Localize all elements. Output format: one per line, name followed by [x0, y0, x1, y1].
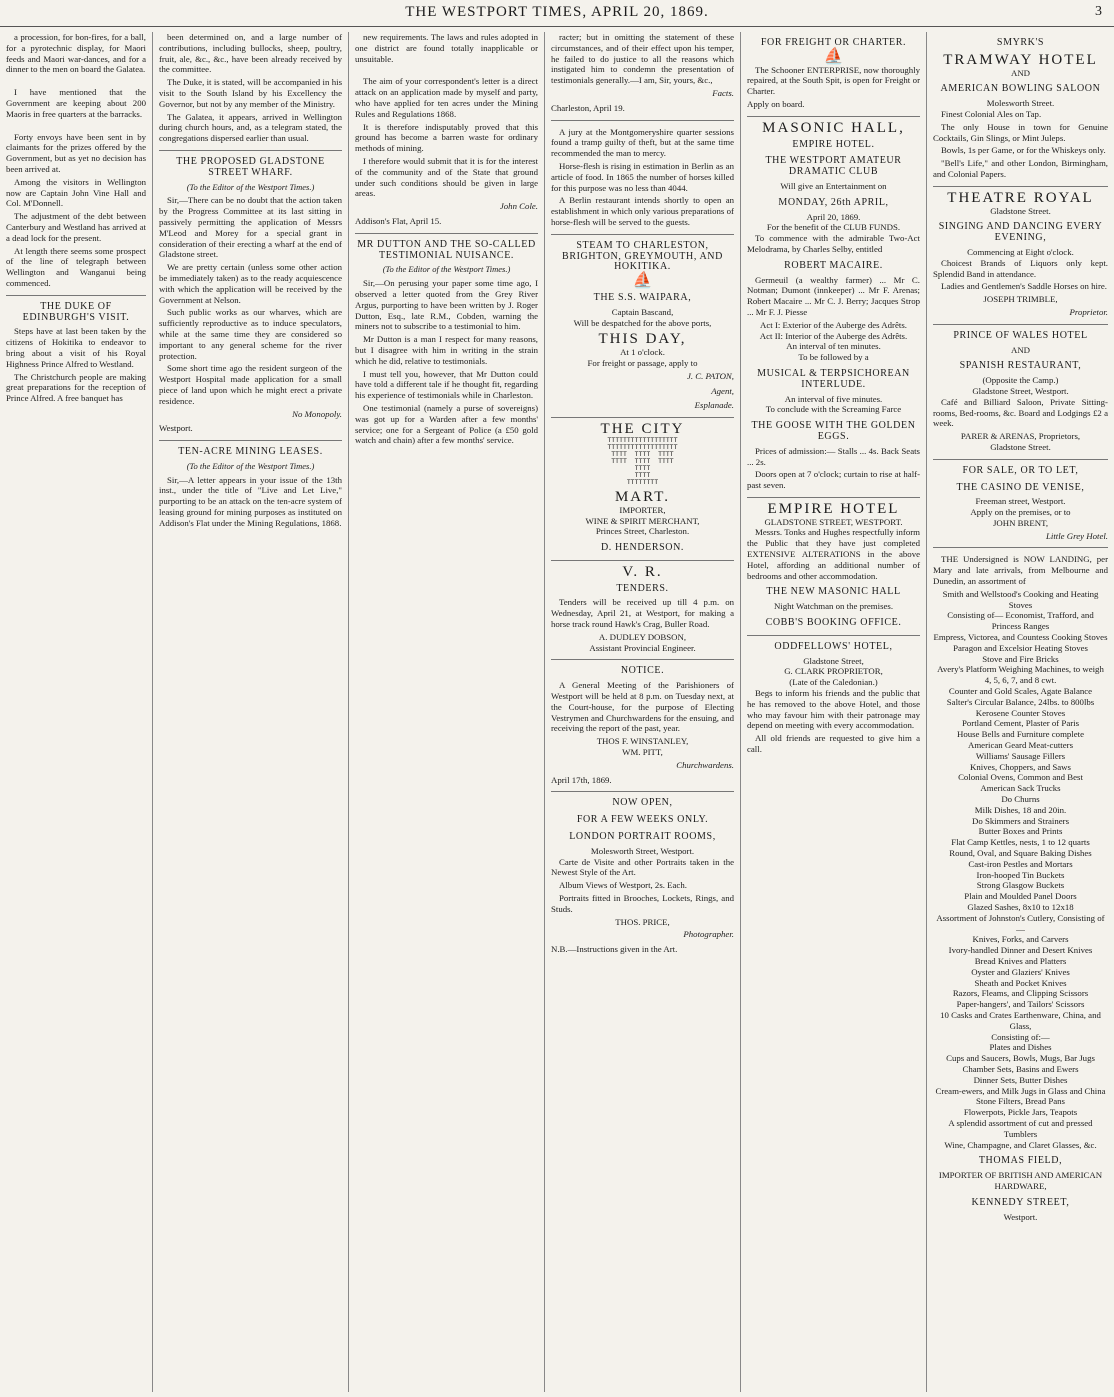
list-item: Cream-ewers, and Milk Jugs in Glass and China	[935, 1085, 1106, 1096]
ad-line: J. C. PATON,	[686, 370, 734, 381]
article-paragraph: At length there seems some prospect of the line of telegraph between Wellington and Wanganui being commenced.	[6, 245, 146, 288]
ad-line: To be followed by a	[798, 352, 869, 363]
list-item: Ivory-handled Dinner and Desert Knives	[948, 945, 1093, 956]
signature: Facts.	[712, 87, 734, 98]
ship-icon: ⛵	[823, 47, 844, 65]
ad-line: Proprietor.	[1069, 306, 1108, 317]
ad-body: Doors open at 7 o'clock; curtain to rise at half-past seven.	[747, 469, 920, 491]
ad-headline: FOR FREIGHT OR CHARTER.	[760, 37, 907, 48]
article-paragraph: The Christchurch people are making great preparations for the reception of Prince Alfred. A free banquet has	[6, 371, 146, 404]
ad-line: At 1 o'clock.	[620, 347, 665, 358]
ad-line: Gladstone Street.	[990, 205, 1051, 216]
ad-line: AMERICAN BOWLING SALOON	[940, 83, 1101, 95]
ad-line: For freight or passage, apply to	[587, 357, 698, 368]
article-paragraph: I have mentioned that the Government are keeping about 200 Maoris in free quarters at the barracks.	[6, 87, 146, 119]
article-paragraph: Sir,—On perusing your paper some time ago, I observed a letter quoted from the Grey River Argus, purporting to have been written by J. Roger Dutton, Esq., late R.M., Cobden, warning the miners not to subscribe to a testimonial to him.	[355, 278, 538, 332]
ad-headline: PRINCE OF WALES HOTEL	[953, 329, 1088, 341]
divider	[551, 791, 734, 792]
article-paragraph: Among the visitors in Wellington now are Captain John Vine Hall and Col. M'Donnell.	[6, 176, 146, 209]
list-item: Strong Glasgow Buckets	[976, 880, 1065, 891]
article-paragraph: The adjustment of the debt between Canterbury and Westland has arrived at a dead lock for the present.	[6, 211, 146, 243]
ad-headline: SMYRK'S	[996, 37, 1045, 48]
list-item: Assortment of Johnston's Cutlery, Consisting of—	[936, 912, 1105, 934]
ad-line: MONDAY, 26th APRIL,	[778, 196, 889, 208]
ad-body: All old friends are requested to give him a call.	[747, 733, 920, 755]
dramatic-club-advertisement	[747, 119, 920, 491]
ad-line: For the benefit of the CLUB FUNDS.	[766, 222, 901, 233]
list-item: Counter and Gold Scales, Agate Balance	[948, 686, 1093, 697]
ad-body: Carte de Visite and other Portraits taken in the Newest Style of the Art.	[551, 856, 734, 878]
list-item: Colonial Ovens, Common and Best	[958, 772, 1083, 783]
article-paragraph: A jury at the Montgomeryshire quarter sessions found a tramp guilty of theft, but at the same time recommended the man to mercy.	[551, 126, 734, 159]
ad-line: N.B.—Instructions given in the Art.	[551, 944, 678, 955]
list-item: Plates and Dishes	[989, 1042, 1052, 1053]
article-paragraph: Steps have at last been taken by the citizens of Hokitika to endeavor to bring about a visit of his Royal Highness Prince Alfred to Westland.	[6, 326, 146, 369]
ad-line: G. CLARK PROPRIETOR,	[784, 666, 883, 677]
article-paragraph: One testimonial (namely a purse of sovereigns) was got up for a Warden after a few months' service; one for a Sergeant of Police (a £50 gold watch and chain) after a few months' service.	[355, 402, 538, 446]
ad-line: MART.	[614, 488, 671, 505]
ad-body: Ladies and Gentlemen's Saddle Horses on hire.	[941, 281, 1107, 292]
ad-line: Commencing at Eight o'clock.	[967, 246, 1074, 257]
list-item: Smith and Wellstood's Cooking and Heating Stoves	[942, 588, 1099, 610]
list-item: Knives, Choppers, and Saws	[970, 761, 1071, 772]
ad-line: WINE & SPIRIT MERCHANT,	[585, 515, 700, 526]
list-item: Round, Oval, and Square Baking Dishes	[949, 848, 1092, 858]
ad-body: Café and Billiard Saloon, Private Sitting-rooms, Bed-rooms, &c. Board and Lodgings £2 a week.	[933, 396, 1108, 429]
ad-headline: LONDON PORTRAIT ROOMS,	[569, 831, 716, 843]
ad-line: Apply on board.	[747, 98, 805, 109]
ad-line: FOR A FEW WEEKS ONLY.	[576, 814, 709, 826]
ad-line: Freeman street, Westport.	[975, 496, 1066, 507]
article-paragraph: new requirements. The laws and rules adopted in one district are found totally inapplicable or unsuitable.	[355, 32, 538, 64]
article-paragraph: Some short time ago the resident surgeon of the Westport Hospital made application for a small piece of land upon which he might erect a private residence.	[159, 363, 342, 406]
ad-line: THE S.S. WAIPARA,	[593, 291, 692, 303]
divider	[551, 560, 734, 561]
divider	[159, 150, 342, 151]
steamer-advertisement	[551, 241, 734, 411]
divider	[747, 116, 920, 117]
list-item: Williams' Sausage Fillers	[975, 750, 1066, 761]
list-item: Flowerpots, Pickle Jars, Teapots	[963, 1107, 1078, 1118]
list-item: Flat Camp Kettles, nests, 1 to 12 quarts	[951, 837, 1090, 848]
list-item: Do Churns	[1001, 794, 1040, 805]
list-item: Stone Filters, Bread Pans	[976, 1096, 1065, 1107]
article-paragraph: It is therefore indisputably proved that this ground has become a barren waste for ordinary methods of mining.	[355, 121, 538, 154]
masthead	[0, 0, 1114, 27]
ad-body: Bowls, 1s per Game, or for the Whiskeys only.	[941, 145, 1106, 156]
divider	[933, 459, 1108, 460]
ad-line: THIS DAY,	[598, 331, 687, 348]
article-subhead: (To the Editor of the Westport Times.)	[186, 460, 315, 471]
article-paragraph: The Galatea, it appears, arrived in Wellington during church hours, and, as a telegram stated, the congregations dispersed earlier than usual.	[159, 111, 342, 144]
place: Addison's Flat, April 15.	[355, 215, 442, 226]
list-item: Bread Knives and Platters	[974, 955, 1067, 966]
empire-hotel-advertisement	[747, 500, 920, 629]
list-item: Glazed Sashes, 8x10 to 12x18	[967, 901, 1074, 912]
page-number: 3	[1095, 4, 1102, 19]
divider	[933, 324, 1108, 325]
ad-line: GLADSTONE STREET, WESTPORT.	[764, 516, 903, 527]
ad-headline: FOR SALE, OR TO LET,	[962, 464, 1079, 476]
ad-line: (Opposite the Camp.)	[982, 375, 1059, 386]
divider	[551, 234, 734, 235]
article-paragraph: The aim of your correspondent's letter is a direct attack on an application made by myself and party, who have applied for ten acres under the Mining Rules and Regulations 1868.	[355, 76, 538, 119]
ad-line: (Late of the Caledonian.)	[789, 677, 878, 688]
list-item: Empress, Victorea, and Countess Cooking Stoves	[933, 632, 1108, 643]
ad-line: WM. PITT,	[622, 747, 663, 758]
divider	[6, 295, 146, 296]
ad-line: Churchwardens.	[676, 759, 734, 770]
article-paragraph: a procession, for bon-fires, for a ball, for a pyrotechnic display, for Maori feeds and Maori war-dances, and for a dinner to the men on board the Galatea.	[6, 32, 146, 75]
list-item: Sheath and Pocket Knives	[974, 977, 1067, 988]
list-item: American Geard Meat-cutters	[967, 740, 1074, 751]
list-item: A splendid assortment of cut and pressed Tumblers	[948, 1117, 1093, 1139]
column-1	[0, 32, 152, 1392]
divider	[747, 497, 920, 498]
article-paragraph: Such public works as our wharves, which are sufficiently reproductive as to induce speculators, while at the same time they are considered so important to any general scheme for the river protection.	[159, 307, 342, 361]
list-item: Razors, Fleams, and Clipping Scissors	[952, 988, 1089, 999]
ad-body: To commence with the admirable Two-Act Melodrama, by Charles Selby, entitled	[747, 233, 920, 254]
ad-line: Gladstone Street, Westport.	[972, 385, 1069, 396]
ad-line: April 17th, 1869.	[551, 774, 612, 785]
list-item: Consisting of— Economist, Trafford, and Princess Ranges	[947, 610, 1094, 632]
article-paragraph: We are pretty certain (unless some other action be immediately taken) as to the ready acquiescence with which the application will be received by the Government at Nelson.	[159, 262, 342, 305]
divider	[747, 635, 920, 636]
article-paragraph: Mr Dutton is a man I respect for many reasons, but I disagree with him in writing in the strain which he did, relative to testimonials.	[355, 334, 538, 366]
ad-line: THE NEW MASONIC HALL	[766, 586, 901, 598]
article-paragraph: A Berlin restaurant intends shortly to open an establishment in which only various preparations of horse-flesh will be served to the guests.	[551, 195, 734, 227]
portrait-rooms-advertisement	[551, 798, 734, 955]
article-headline: TEN-ACRE MINING LEASES.	[178, 446, 323, 458]
article-paragraph: The Duke, it is stated, will be accompanied in his visit to the South Island by his Excellency the Governor, but not by any member of the Ministry.	[159, 77, 342, 109]
ad-body: "Bell's Life," and other London, Birmingham, and Colonial Papers.	[933, 158, 1108, 179]
ad-line: Photographer.	[683, 929, 734, 940]
ad-body: Finest Colonial Ales on Tap.	[941, 108, 1042, 119]
place: Charleston, April 19.	[551, 102, 625, 113]
list-item: Consisting of:—	[991, 1031, 1050, 1042]
hardware-list	[933, 589, 1108, 1150]
ad-body: Choicest Brands of Liquors only kept. Splendid Band in attendance.	[933, 257, 1108, 279]
list-item: House Bells and Furniture complete	[956, 729, 1085, 740]
ad-body: THE Undersigned is NOW LANDING, per Mary and late arrivals, from Melbourne and Dunedin, an assortment of	[933, 554, 1108, 587]
list-item: Cast-iron Pestles and Mortars	[968, 858, 1073, 869]
ad-line: Will give an Entertainment on	[780, 180, 887, 191]
ad-body: The Schooner ENTERPRISE, now thoroughly repaired, at the South Spit, is open for Freight or Charter.	[747, 64, 920, 97]
article-paragraph: I must tell you, however, that Mr Dutton could have told a different tale if he thought fit, regarding his experience of testimonials while in Charleston.	[355, 368, 538, 401]
ad-body: The only House in town for Genuine Cocktails, Gin Slings, or Mint Juleps.	[933, 121, 1108, 143]
oddfellows-hotel-advertisement	[747, 642, 920, 755]
ad-headline: THE CITY	[600, 421, 685, 438]
ad-line: Captain Bascand,	[611, 306, 674, 317]
ad-line: Will be despatched for the above ports,	[573, 317, 712, 328]
list-item: Plain and Moulded Panel Doors	[964, 891, 1077, 902]
ad-headline: TRAMWAY HOTEL	[943, 51, 1098, 68]
list-item: Kerosene Counter Stoves	[975, 707, 1066, 718]
ad-line: Molesworth Street.	[986, 98, 1055, 109]
list-item: Cups and Saucers, Bowls, Mugs, Bar Jugs	[946, 1053, 1095, 1064]
divider	[933, 547, 1108, 548]
ad-line: Molesworth Street, Westport.	[590, 845, 695, 856]
ad-headline: NOTICE.	[620, 665, 665, 677]
divider	[551, 659, 734, 660]
list-item: Stove and Fire Bricks	[982, 653, 1059, 664]
ad-line: An interval of five minutes.	[784, 393, 883, 404]
article-paragraph: been determined on, and a large number of contributions, including bullocks, sheep, poultry, fruit, ale, &c., &c., have been already received by the committee.	[159, 32, 342, 75]
ad-line: KENNEDY STREET,	[971, 1196, 1070, 1208]
ad-line: April 20, 1869.	[806, 211, 861, 222]
list-item: Paragon and Excelsior Heating Stoves	[953, 642, 1088, 653]
list-item: Butter Boxes and Prints	[978, 826, 1063, 837]
column-5	[740, 32, 926, 1392]
ad-headline: THEATRE ROYAL	[947, 189, 1094, 206]
article-paragraph: racter; but in omitting the statement of these circumstances, and of their effect upon his temper, he failed to do justice to all the reasons which instigated him to condemn the presentation of testimonials generally.—I am, Sir, yours, &c.,	[551, 32, 734, 86]
ad-line: ROBERT MACAIRE.	[784, 259, 883, 271]
ad-line: Esplanade.	[694, 400, 734, 411]
ad-line: Act II: Interior of the Auberge des Adrêts.	[759, 330, 908, 341]
ad-line: IMPORTER OF BRITISH AND AMERICAN HARDWARE,	[938, 1170, 1103, 1191]
ad-line: A. DUDLEY DOBSON,	[598, 631, 687, 642]
ad-line: COBB'S BOOKING OFFICE.	[765, 617, 902, 629]
ad-line: NOW OPEN,	[612, 797, 673, 809]
tenders-advertisement	[551, 563, 734, 654]
ad-line: Assistant Provincial Engineer.	[589, 642, 696, 653]
ad-line: Gladstone Street.	[990, 441, 1051, 452]
list-item: Wine, Champagne, and Claret Glasses, &c.	[944, 1139, 1097, 1150]
list-item: American Sack Trucks	[980, 783, 1061, 794]
notice-advertisement	[551, 666, 734, 785]
ad-line: SPANISH RESTAURANT,	[959, 360, 1082, 372]
ad-line: AND	[1010, 344, 1031, 355]
ad-body: Prices of admission:— Stalls ... 4s. Back Seats ... 2s.	[747, 445, 920, 467]
ad-line: JOHN BRENT,	[992, 517, 1049, 528]
ad-line: SINGING AND DANCING EVERY EVENING,	[938, 221, 1103, 244]
column-4	[544, 32, 740, 1392]
ad-line: THOMAS FIELD,	[978, 1155, 1063, 1167]
article-headline: THE DUKE OF EDINBURGH'S VISIT.	[22, 300, 130, 323]
ad-line: PARER & ARENAS, Proprietors,	[960, 431, 1081, 442]
ad-body: A General Meeting of the Parishioners of Westport will be held at 8 p.m. on Tuesday next, at the Court-house, for the purpose of Electing Vestrymen and Churchwardens for the ensuing, and receiving the report of the past, year.	[551, 680, 734, 734]
ad-headline: TENDERS.	[616, 582, 669, 594]
ad-body: Begs to inform his friends and the public that he has removed to the above Hotel, and those who may favour him with their patronage may depend on meeting with every accommodation.	[747, 688, 920, 731]
ad-line: EMPIRE HOTEL.	[792, 138, 875, 150]
ad-body: Messrs. Tonks and Hughes respectfully inform the Public that they have just completed EXTENSIVE ALTERATIONS in the above Hotel, affording an additional number of bedrooms and other accommodation.	[747, 527, 920, 581]
article-paragraph: Forty envoys have been sent in by claimants for the prizes offered by the Government, but as yet no decision has been arrived at.	[6, 131, 146, 174]
list-item: Salter's Circular Balance, 24lbs. to 800lbs	[946, 696, 1095, 707]
article-subhead: (To the Editor of the Westport Times.)	[382, 264, 511, 275]
divider	[551, 417, 734, 418]
ad-headline: ODDFELLOWS' HOTEL,	[774, 640, 893, 652]
ad-line: JOSEPH TRIMBLE,	[983, 294, 1058, 305]
divider	[933, 186, 1108, 187]
divider	[159, 440, 342, 441]
ad-line: Westport.	[1003, 1211, 1038, 1222]
list-item: Milk Dishes, 18 and 20in.	[974, 804, 1067, 815]
signature: John Cole.	[499, 201, 538, 212]
article-paragraph: Sir,—A letter appears in your issue of the 13th inst., under the title of "Live and Let Live," purporting to be an attack on the ten-acre system of leasing ground for mining purposes as instituted on Addison's Flat under the Mining Regulations, 1868.	[159, 474, 342, 528]
list-item: Avery's Platform Weighing Machines, to weigh 4, 5, 6, 7, and 8 cwt.	[937, 664, 1104, 686]
article-headline: MR DUTTON AND THE SO-CALLED TESTIMONIAL NUISANCE.	[357, 238, 536, 261]
list-item: Iron-hooped Tin Buckets	[976, 869, 1065, 880]
masthead-title: THE WESTPORT TIMES, APRIL 20, 1869.	[405, 4, 709, 20]
ad-line: Gladstone Street,	[803, 655, 864, 666]
ad-line: Apply on the premises, or to	[970, 507, 1071, 518]
list-item: Do Skimmers and Strainers	[972, 815, 1069, 826]
ad-line: THE CASINO DE VENISE,	[956, 481, 1085, 493]
article-paragraph: Sir,—There can be no doubt that the action taken by the Progress Committee at its last sitting in passively permitting the application of Messrs M'Leod and Morey for a special grant in consideration of their erecting a wharf at the end of Gladstone street.	[159, 195, 342, 260]
ad-line: IMPORTER,	[619, 504, 666, 515]
city-mart-advertisement	[551, 421, 734, 554]
ad-line: MUSICAL & TERPSICHOREAN INTERLUDE.	[757, 367, 910, 390]
ad-headline: EMPIRE HOTEL	[767, 500, 900, 517]
ad-line: Night Watchman on the premises.	[773, 601, 894, 612]
column-6	[926, 32, 1114, 1392]
ad-line: D. HENDERSON.	[600, 542, 685, 554]
signature: No Monopoly.	[292, 408, 342, 419]
article-paragraph: I therefore would submit that it is for the interest of the community and of the State that ground under such conditions should be given in large areas.	[355, 155, 538, 199]
list-item: Chamber Sets, Basins and Ewers	[962, 1063, 1079, 1074]
ad-line: THE WESTPORT AMATEUR DRAMATIC CLUB	[765, 155, 902, 178]
ad-line: THE GOOSE WITH THE GOLDEN EGGS.	[751, 420, 916, 442]
ad-line: To conclude with the Screaming Farce	[765, 404, 902, 415]
column-3	[348, 32, 544, 1392]
freight-advertisement	[747, 38, 920, 110]
place: Westport.	[159, 423, 193, 434]
divider	[355, 233, 538, 234]
list-item: Knives, Forks, and Carvers	[972, 934, 1069, 945]
ad-line: AND	[1010, 67, 1031, 78]
article-subhead: (To the Editor of the Westport Times.)	[186, 181, 315, 192]
list-item: 10 Casks and Crates Earthenware, China, and Glass,	[940, 1009, 1101, 1031]
column-2	[152, 32, 348, 1392]
decorative-letter-block-icon: TTTTTTTTTTTTTTTTTT TTTTTTTTTTTTTTTTTT TTTT TTTT TTTT TTTT TTTT TTTT TTTT TTTT TTTTTTTT	[607, 436, 678, 486]
ad-line: THOS. PRICE,	[615, 916, 670, 927]
ad-line: An interval of ten minutes.	[786, 341, 881, 352]
ship-icon: ⛵	[632, 272, 653, 290]
ad-line: Little Grey Hotel.	[1046, 530, 1108, 541]
ad-body: Portraits fitted in Brooches, Lockets, Rings, and Studs.	[551, 893, 734, 914]
ad-line: Agent,	[711, 385, 734, 396]
list-item: Portland Cement, Plaster of Paris	[961, 718, 1080, 729]
ad-line: THOS F. WINSTANLEY,	[596, 736, 689, 747]
ad-line: Act I: Exterior of the Auberge des Adrêts.	[760, 319, 907, 330]
ad-headline: V. R.	[622, 563, 663, 580]
article-headline: THE PROPOSED GLADSTONE STREET WHARF.	[176, 155, 325, 178]
ad-line: Princes Street, Charleston.	[595, 526, 690, 537]
ad-body: Album Views of Westport, 2s. Each.	[559, 880, 687, 891]
list-item: Paper-hangers', and Tailors' Scissors	[956, 999, 1085, 1010]
divider	[551, 120, 734, 121]
ad-headline: STEAM TO CHARLESTON, BRIGHTON, GREYMOUTH, AND HOKITIKA.	[562, 239, 723, 273]
article-paragraph: Horse-flesh is rising in estimation in Berlin as an article of food. In 1865 the number of horses killed for this purpose was no less than 4044.	[551, 160, 734, 193]
ad-body: Germeuil (a wealthy farmer) ... Mr C. Notman; Dumont (innkeeper) ... Mr F. Arenas; Robert Macaire ... Mr C. J. Berry; Jacques Strop ... Mr F. J. Piesse	[747, 274, 920, 317]
list-item: Dinner Sets, Butter Dishes	[973, 1074, 1068, 1085]
ad-headline: MASONIC HALL,	[762, 119, 905, 136]
ad-body: Tenders will be received up till 4 p.m. on Wednesday, April 21, at Westport, for making a horse track round Hawk's Crag, Buller Road.	[551, 597, 734, 630]
list-item: Oyster and Glaziers' Knives	[971, 966, 1070, 977]
